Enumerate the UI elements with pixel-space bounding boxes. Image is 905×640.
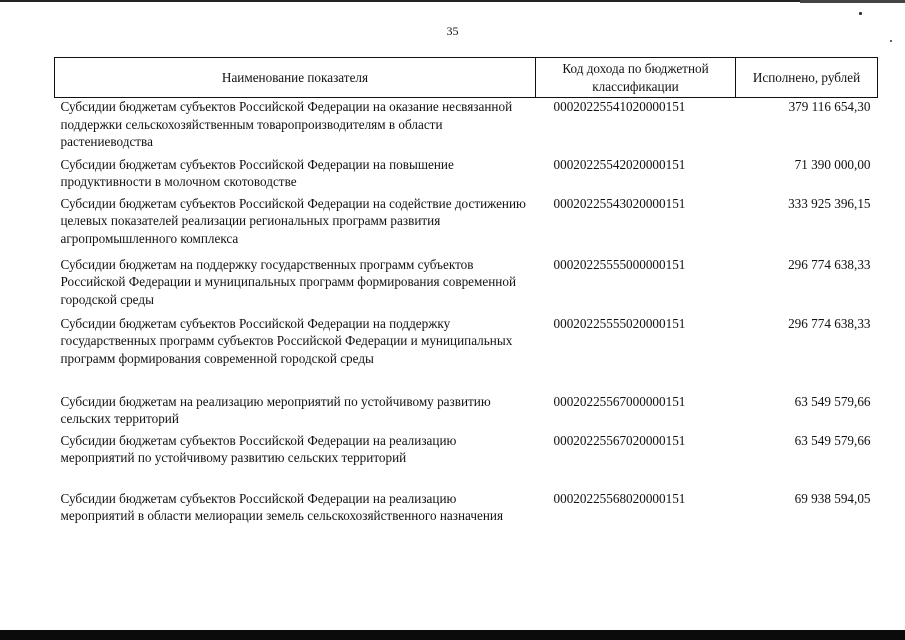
revenue-code: 00020225542020000151 [553,156,686,172]
revenue-code: 00020225555000000151 [553,256,686,272]
table-header-row [55,58,878,98]
amount-executed: 296 774 638,33 [788,315,871,331]
column-header-amount: Исполнено, рублей [736,58,878,98]
indicator-name: Субсидии бюджетам субъектов Российской Федерации на реализацию мероприятий в области мелиорации земель сельскохозяйственного назначения [60,490,504,524]
table-row [55,156,878,195]
column-header-name: Наименование показателя [55,58,536,98]
revenue-code: 00020225568020000151 [553,490,686,506]
table-row [55,195,878,256]
amount-executed: 333 925 396,15 [788,195,871,211]
page-number: 35 [446,24,459,38]
indicator-name: Субсидии бюджетам субъектов Российской Федерации на поддержку государственных программ субъектов Российской Федерации и муниципальных программ формирования современной городской среды [60,315,513,366]
table-row [55,98,878,156]
top-scan-edge [0,0,905,2]
table-row [55,490,878,548]
column-header-code: Код дохода по бюджетной классификации [536,58,736,98]
revenue-code: 00020225555020000151 [553,315,686,331]
table-row [55,256,878,315]
indicator-name: Субсидии бюджетам субъектов Российской Федерации на оказание несвязанной поддержки сельскохозяйственным товаропроизводителям в области растениеводства [60,99,513,150]
indicator-name: Субсидии бюджетам субъектов Российской Федерации на содействие достижению целевых показателей реализации региональных программ развития агропромышленного комплекса [60,195,526,246]
indicator-name: Субсидии бюджетам на реализацию мероприятий по устойчивому развитию сельских территорий [60,393,491,427]
scan-speck [890,40,892,42]
revenue-code: 00020225567000000151 [553,393,686,409]
table-row [55,315,878,393]
revenue-table [54,57,878,548]
revenue-code: 00020225543020000151 [553,195,686,211]
revenue-code: 00020225567020000151 [553,432,686,448]
scan-speck [859,12,862,15]
table-row [55,432,878,490]
amount-executed: 63 549 579,66 [794,393,871,409]
amount-executed: 296 774 638,33 [788,256,871,272]
amount-executed: 379 116 654,30 [788,99,871,114]
amount-executed: 71 390 000,00 [794,156,871,172]
table-row [55,393,878,432]
amount-executed: 69 938 594,05 [794,490,871,506]
indicator-name: Субсидии бюджетам на поддержку государственных программ субъектов Российской Федерации и муниципальных программ формирования современной городской среды [60,256,516,307]
indicator-name: Субсидии бюджетам субъектов Российской Федерации на повышение продуктивности в молочном скотоводстве [60,156,454,190]
top-scan-edge-right [800,0,905,3]
indicator-name: Субсидии бюджетам субъектов Российской Федерации на реализацию мероприятий по устойчивому развитию сельских территорий [60,432,457,466]
bottom-scan-edge [0,630,905,640]
revenue-code: 00020225541020000151 [553,99,686,114]
amount-executed: 63 549 579,66 [794,432,871,448]
